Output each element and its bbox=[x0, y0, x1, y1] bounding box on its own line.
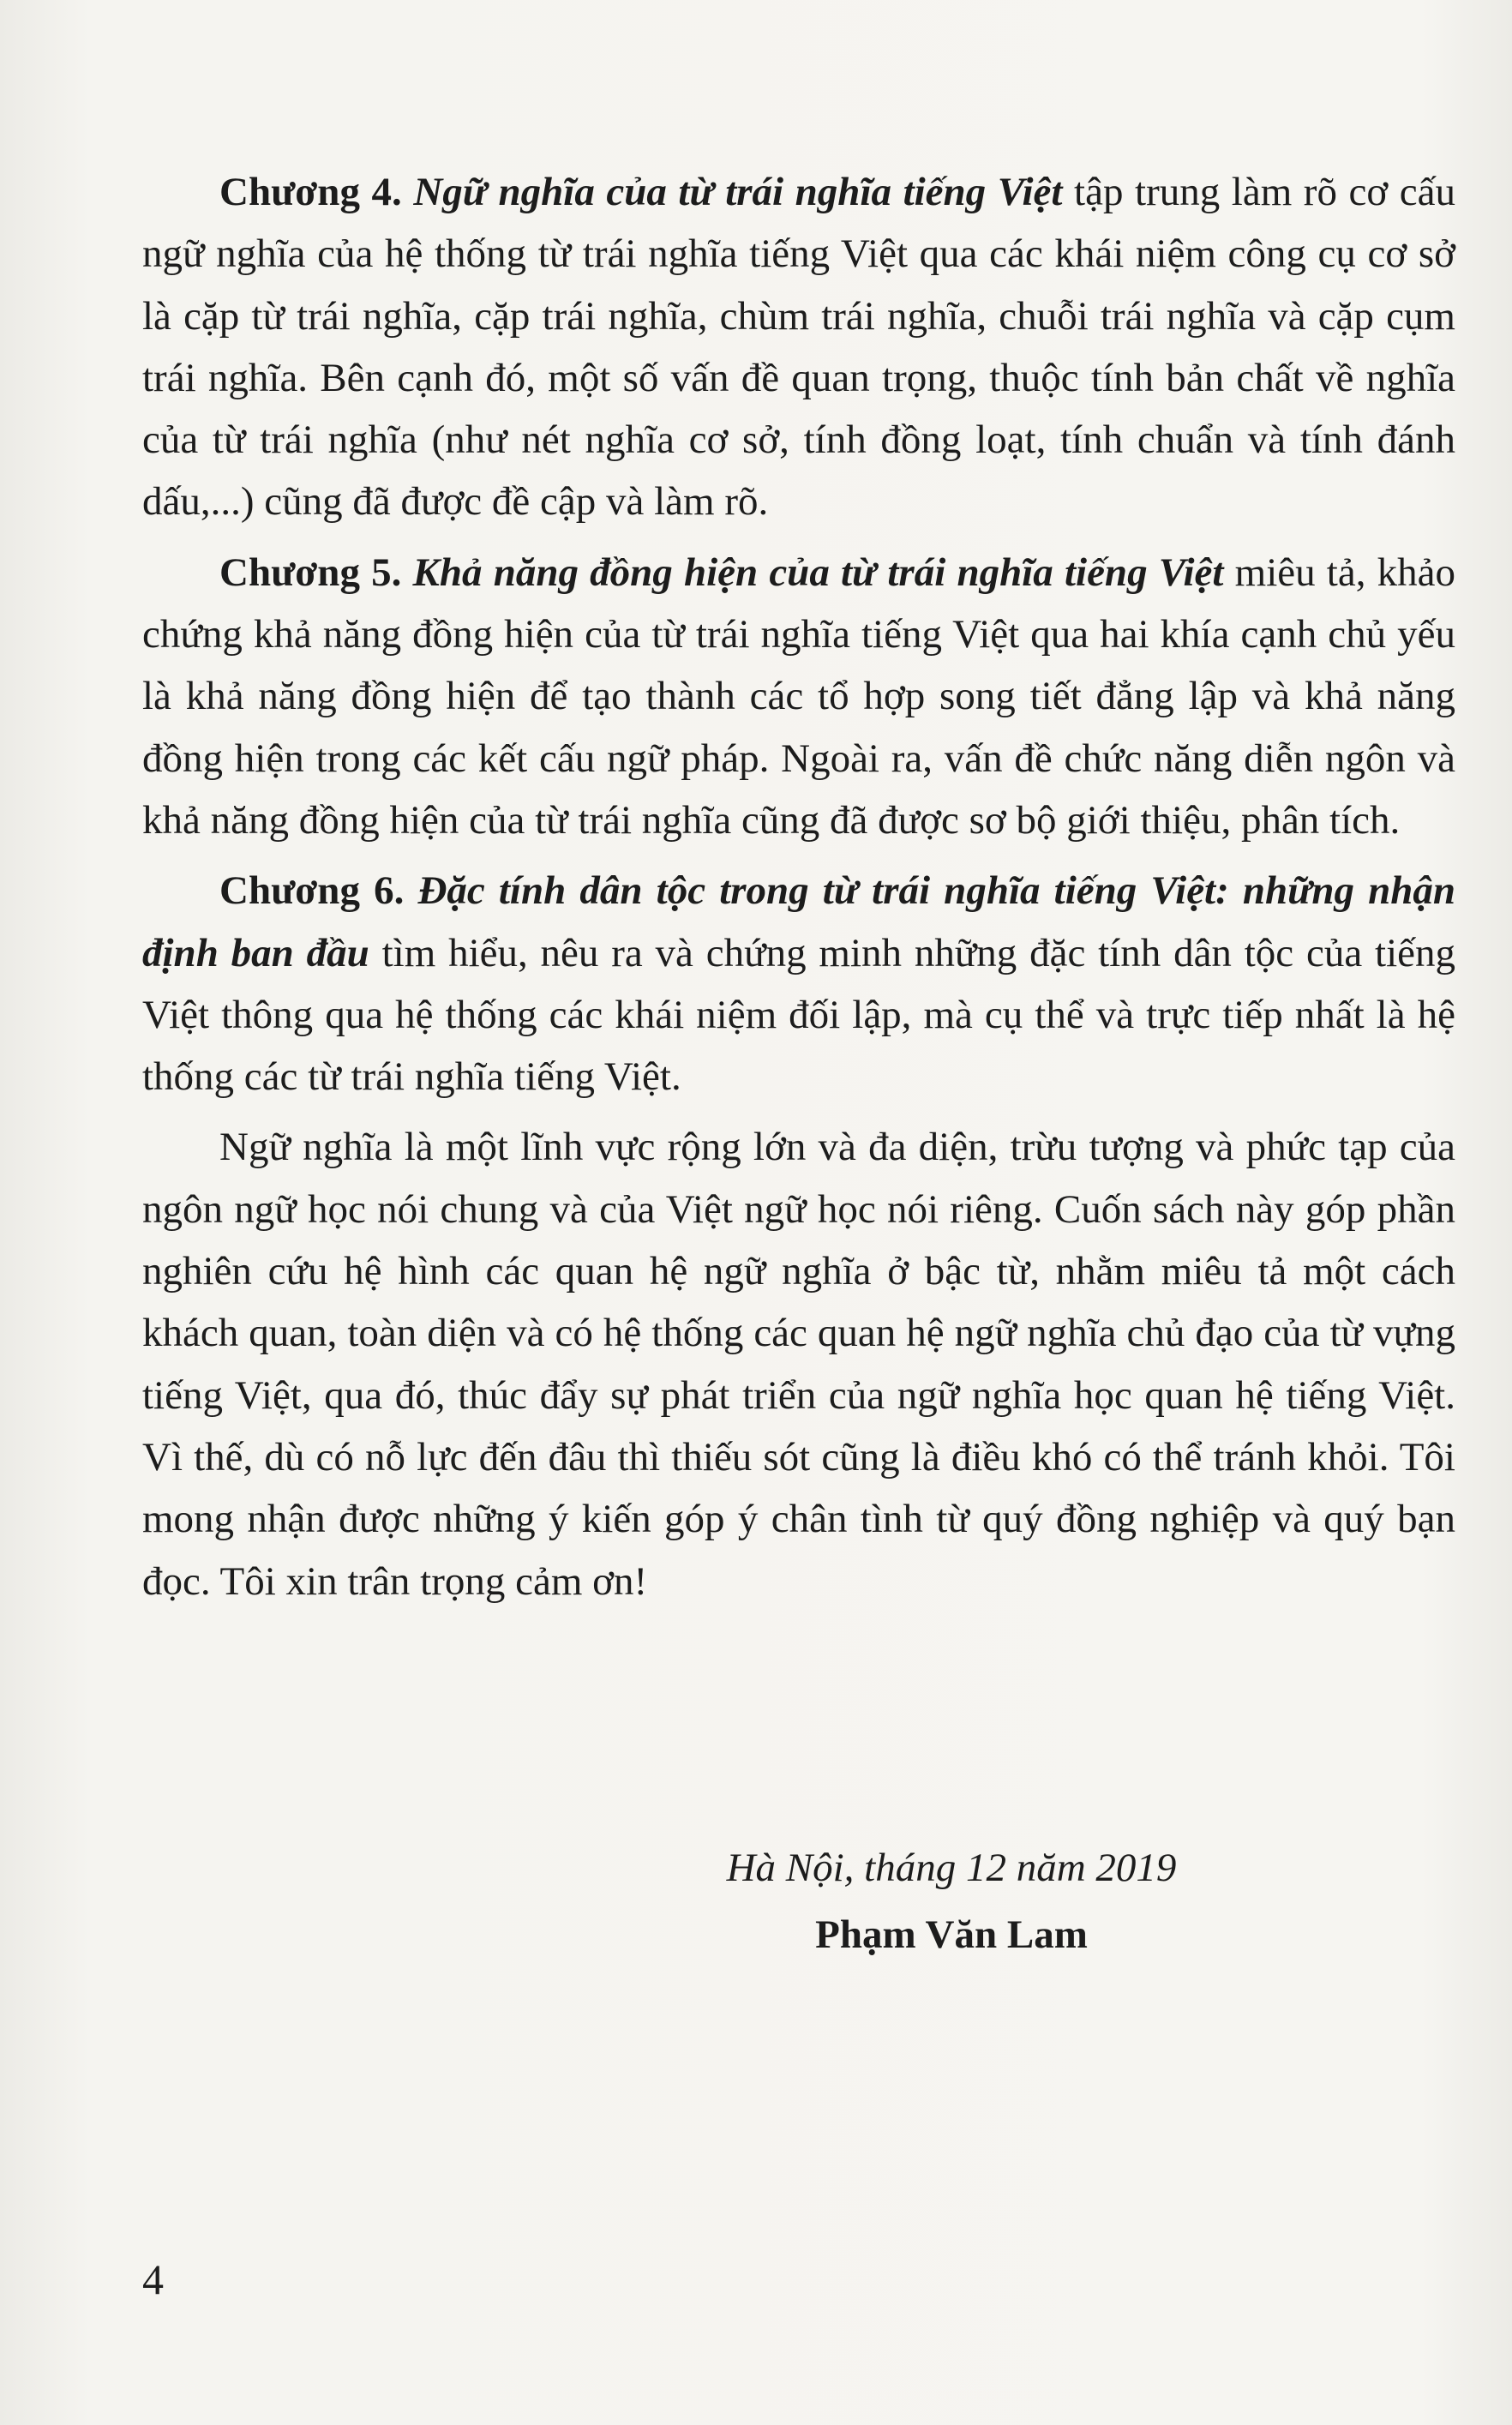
signature-block bbox=[651, 1834, 1251, 1968]
page-number: 4 bbox=[142, 2255, 164, 2303]
chapter-lead: Chương 6. bbox=[219, 868, 405, 914]
paragraph-text: tìm hiểu, nêu ra và chứng minh những đặc tính dân tộc của tiếng Việt thông qua hệ thống các khái niệm đối lập, mà cụ thể và trực tiếp nhất là hệ thống các từ trái nghĩa tiếng Việt. bbox=[142, 930, 1455, 1100]
paragraph-chapter-5 bbox=[142, 542, 1455, 851]
paragraph-text: miêu tả, khảo chứng khả năng đồng hiện của từ trái nghĩa tiếng Việt qua hai khía cạnh chủ yếu là khả năng đồng hiện để tạo thành các tổ hợp song tiết đẳng lập và khả năng đồng hiện trong các kết cấu ngữ pháp. Ngoài ra, vấn đề chức năng diễn ngôn và khả năng đồng hiện của từ trái nghĩa cũng đã được sơ bộ giới thiệu, phân tích. bbox=[142, 549, 1456, 843]
chapter-title: Ngữ nghĩa của từ trái nghĩa tiếng Việt bbox=[413, 170, 1063, 214]
chapter-title: Đặc tính dân tộc trong từ trái nghĩa tiếng Việt: những nhận định ban đầu bbox=[142, 868, 1455, 975]
chapter-lead: Chương 4. bbox=[219, 170, 402, 214]
place-date: Hà Nội, tháng 12 năm 2019 bbox=[726, 1846, 1177, 1890]
paragraph-conclusion bbox=[142, 1116, 1455, 1612]
body-text bbox=[142, 161, 1455, 1621]
paragraph-text: tập trung làm rõ cơ cấu ngữ nghĩa của hệ thống từ trái nghĩa tiếng Việt qua các khái niệm công cụ cơ sở là cặp từ trái nghĩa, cặp trái nghĩa, chùm trái nghĩa, chuỗi trái nghĩa và cặp cụm trái nghĩa. Bên cạnh đó, một số vấn đề quan trọng, thuộc tính bản chất về nghĩa của từ trái nghĩa (như nét nghĩa cơ sở, tính đồng loạt, tính chuẩn và tính đánh dấu,...) cũng đã được đề cập và làm rõ. bbox=[142, 170, 1456, 525]
chapter-title: Khả năng đồng hiện của từ trái nghĩa tiếng Việt bbox=[412, 549, 1224, 595]
paragraph-text: Ngữ nghĩa là một lĩnh vực rộng lớn và đa diện, trừu tượng và phức tạp của ngôn ngữ học nói chung và của Việt ngữ học nói riêng. Cuốn sách này góp phần nghiên cứu hệ hình các quan hệ ngữ nghĩa ở bậc từ, nhằm miêu tả một cách khách quan, toàn diện và có hệ thống các quan hệ ngữ nghĩa chủ đạo của từ vựng tiếng Việt, qua đó, thúc đẩy sự phát triển của ngữ nghĩa học quan hệ tiếng Việt. Vì thế, dù có nỗ lực đến đâu thì thiếu sót cũng là điều khó có thể tránh khỏi. Tôi mong nhận được những ý kiến góp ý chân tình từ quý đồng nghiệp và quý bạn đọc. Tôi xin trân trọng cảm ơn! bbox=[142, 1125, 1455, 1604]
author-name: Phạm Văn Lam bbox=[815, 1912, 1088, 1957]
paragraph-chapter-6 bbox=[142, 860, 1455, 1107]
chapter-lead: Chương 5. bbox=[219, 549, 402, 595]
paragraph-chapter-4 bbox=[142, 161, 1455, 533]
